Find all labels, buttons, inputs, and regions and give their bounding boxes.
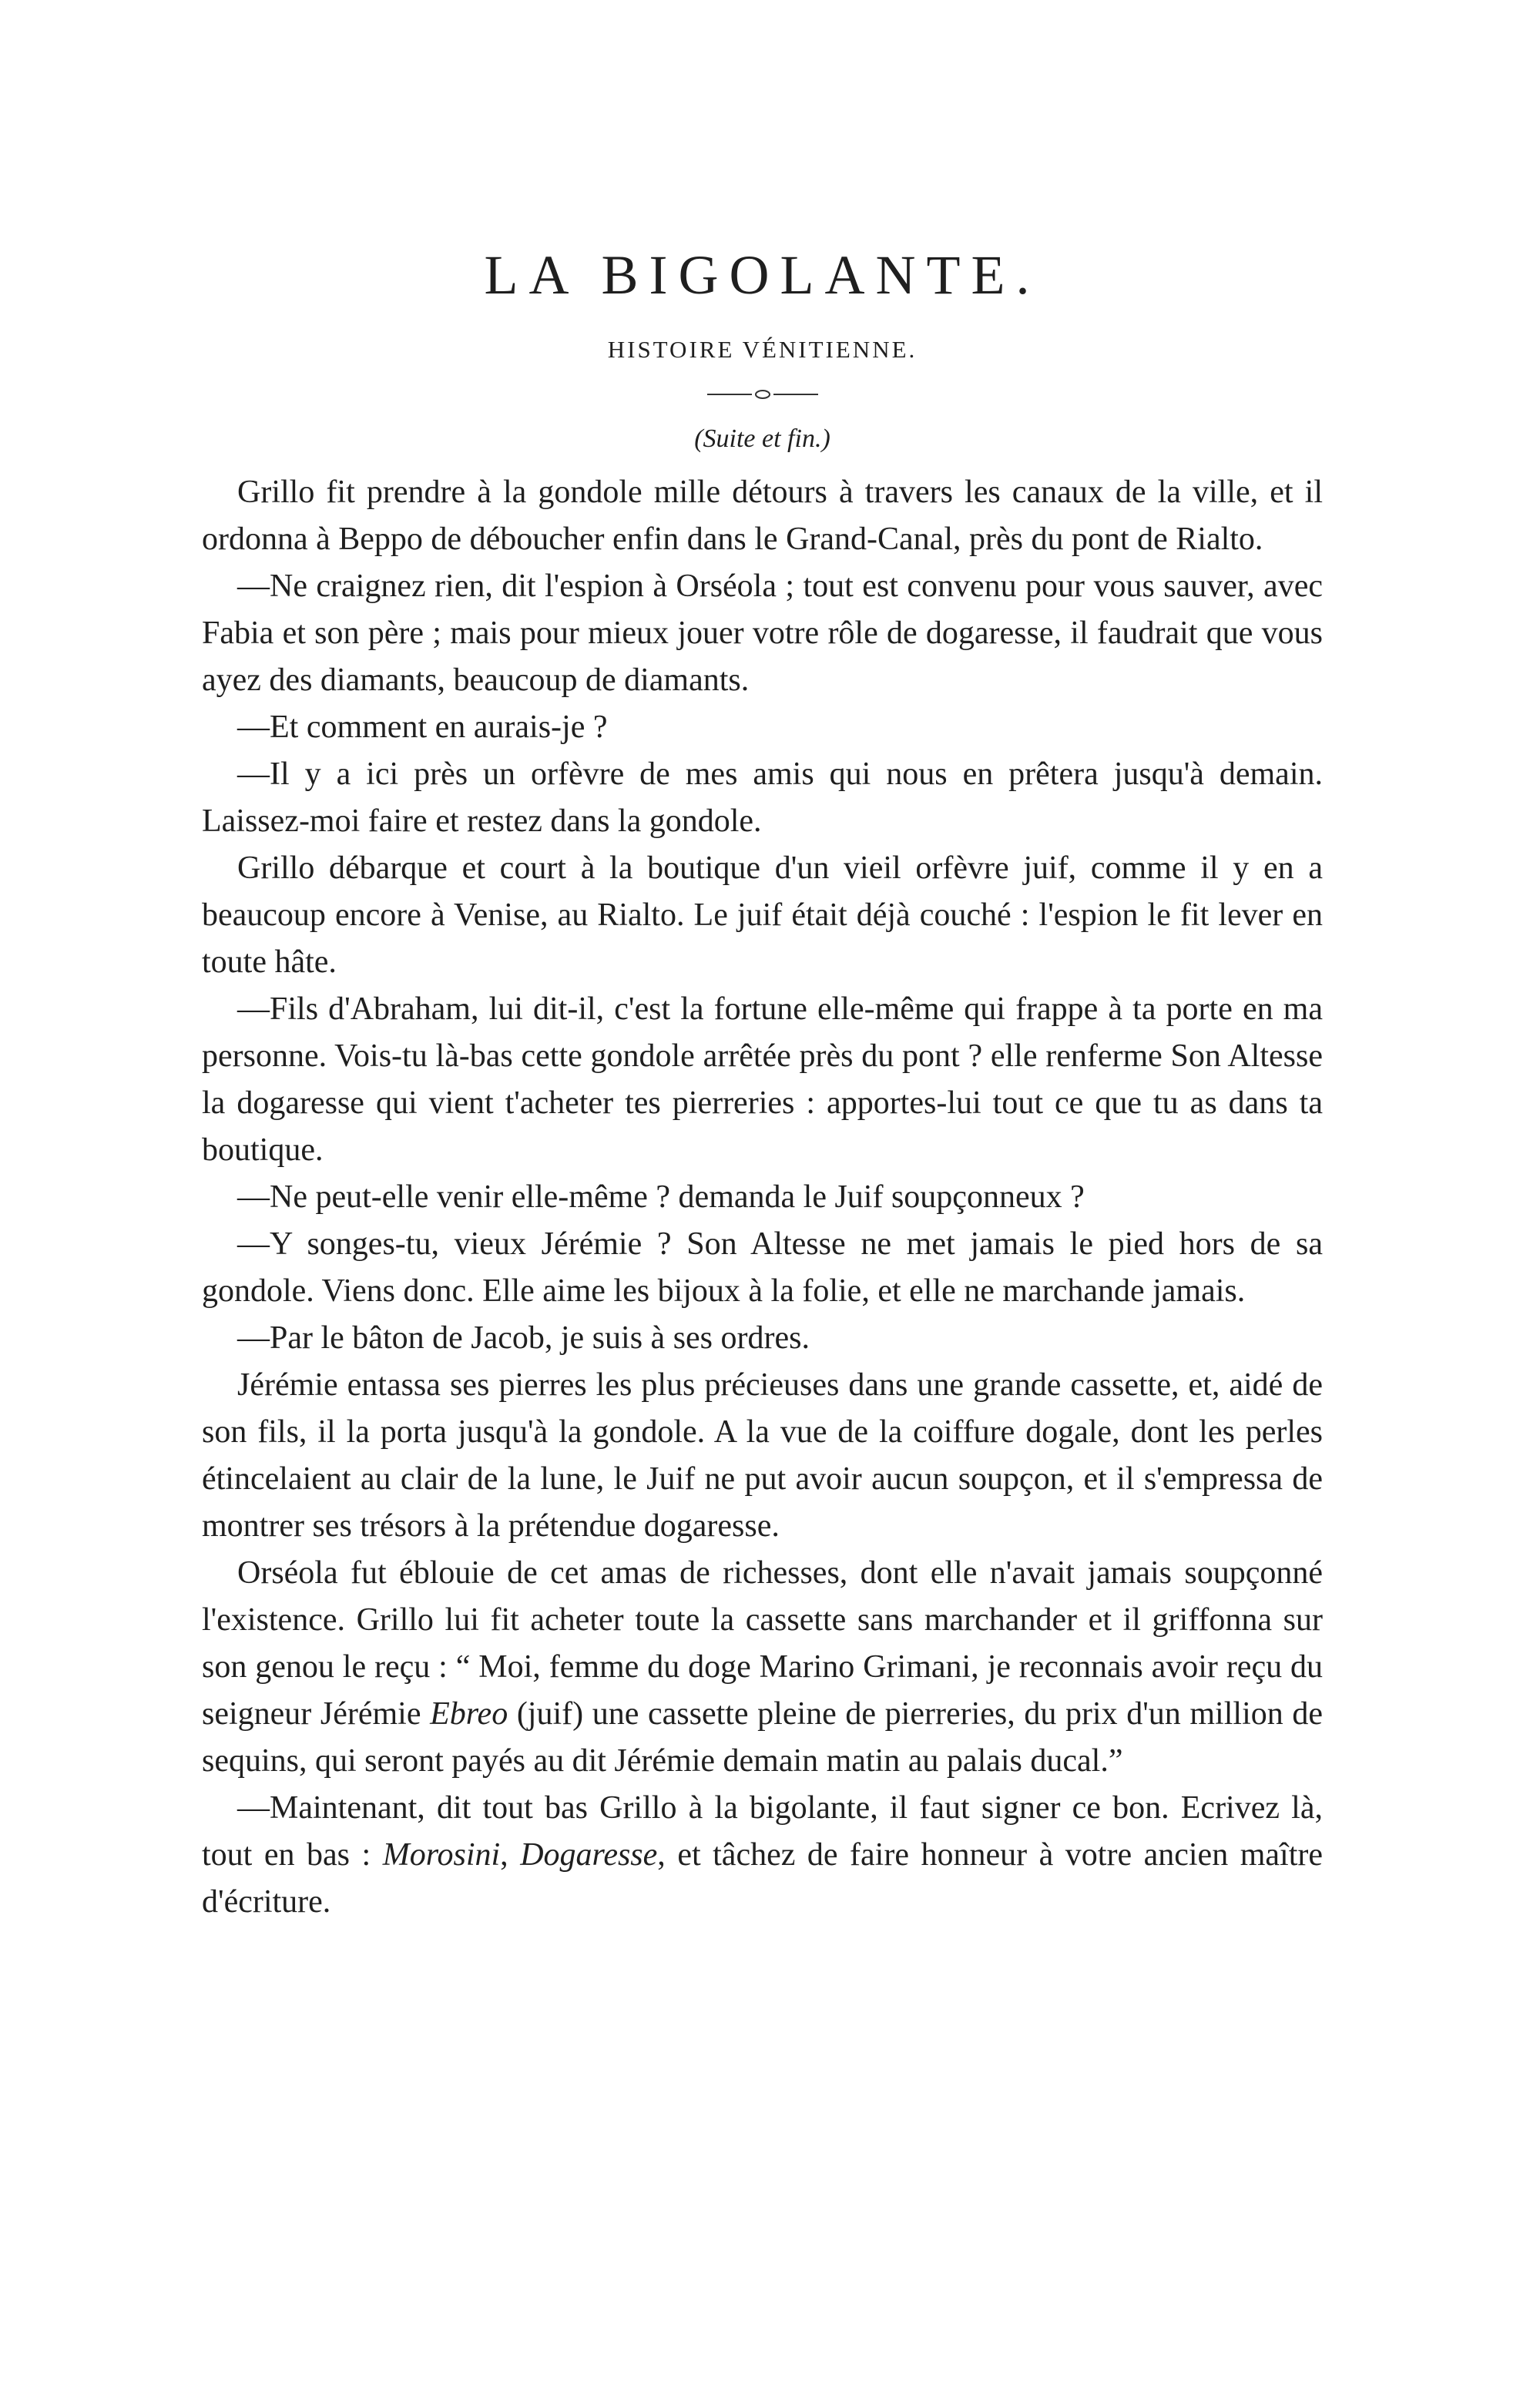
paragraph (202, 1785, 1323, 1926)
paragraph-text: —Ne craignez rien, dit l'espion à Orséola ; tout est convenu pour vous sauver, avec Fabia et son père ; mais pour mieux jouer votre rôle de dogaresse, il faudrait que vous ayez des diamants, beaucoup de diamants. (202, 568, 1323, 699)
italic-word: Morosini (382, 1837, 501, 1873)
paragraph-text: —Il y a ici près un orfèvre de mes amis qui nous en prêtera jusqu'à demain. Laissez-moi faire et restez dans la gondole. (202, 756, 1323, 840)
paragraph (202, 563, 1323, 704)
chapter-title: LA BIGOLANTE. (484, 244, 1041, 306)
italic-word: Dogaresse (520, 1837, 658, 1873)
paragraph-text: —Ne peut-elle venir elle-même ? demanda le Juif soupçonneux ? (237, 1179, 1085, 1216)
paragraph-text: , (500, 1837, 521, 1873)
paragraph-text: Grillo fit prendre à la gondole mille détours à travers les canaux de la ville, et il ordonna à Beppo de déboucher enfin dans le Grand-Canal, près du pont de Rialto. (202, 475, 1323, 558)
continuation-note: (Suite et fin.) (694, 424, 830, 454)
paragraph-text: —Maintenant, dit tout bas Grillo à la bigolante, il faut signer ce bon. Ecrivez là, tout en bas : (202, 1790, 1323, 1873)
paragraph (202, 469, 1323, 563)
paragraph (202, 751, 1323, 845)
ornament-divider-icon (701, 388, 824, 401)
paragraph (202, 1362, 1323, 1550)
story-text (202, 469, 1323, 1926)
italic-word: Ebreo (430, 1696, 508, 1732)
paragraph-text: Orséola fut éblouie de cet amas de richesses, dont elle n'avait jamais soupçonné l'existence. Grillo lui fit acheter toute la cassette sans marchander et il griffonna sur son genou le reçu : “ Moi, femme du doge Marino Grimani, je reconnais avoir reçu du seigneur Jérémie (202, 1555, 1323, 1732)
paragraph (202, 1174, 1323, 1221)
paragraph-text: —Par le bâton de Jacob, je suis à ses ordres. (237, 1320, 810, 1357)
paragraph-text: , et tâchez de faire honneur à votre ancien maître d'écriture. (202, 1837, 1323, 1920)
paragraph-text: —Fils d'Abraham, lui dit-il, c'est la fortune elle-même qui frappe à ta porte en ma personne. Vois-tu là-bas cette gondole arrêtée près du pont ? elle renferme Son Altesse la dogaresse qui vient t'acheter tes pierreries : apportes-lui tout ce que tu as dans ta boutique. (202, 991, 1323, 1169)
paragraph (202, 1315, 1323, 1362)
paragraph (202, 704, 1323, 751)
paragraph (202, 1550, 1323, 1785)
paragraph (202, 986, 1323, 1174)
paragraph-text: (juif) une cassette pleine de pierreries, du prix d'un million de sequins, qui seront payés au dit Jérémie demain matin au palais ducal.” (202, 1696, 1323, 1779)
paragraph-text: Grillo débarque et court à la boutique d'un vieil orfèvre juif, comme il y en a beaucoup encore à Venise, au Rialto. Le juif était déjà couché : l'espion le fit lever en toute hâte. (202, 850, 1323, 981)
document-page (202, 245, 1323, 1926)
paragraph (202, 845, 1323, 986)
paragraph-text: Jérémie entassa ses pierres les plus précieuses dans une grande cassette, et, aidé de son fils, il la porta jusqu'à la gondole. A la vue de la coiffure dogale, dont les perles étincelaient au clair de la lune, le Juif ne put avoir aucun soupçon, et il s'empressa de montrer ses trésors à la prétendue dogaresse. (202, 1367, 1323, 1544)
paragraph (202, 1221, 1323, 1315)
chapter-subtitle: HISTOIRE VÉNITIENNE. (607, 336, 918, 364)
paragraph-text: —Et comment en aurais-je ? (237, 709, 608, 746)
paragraph-text: —Y songes-tu, vieux Jérémie ? Son Altesse ne met jamais le pied hors de sa gondole. Viens donc. Elle aime les bijoux à la folie, et elle ne marchande jamais. (202, 1226, 1323, 1310)
